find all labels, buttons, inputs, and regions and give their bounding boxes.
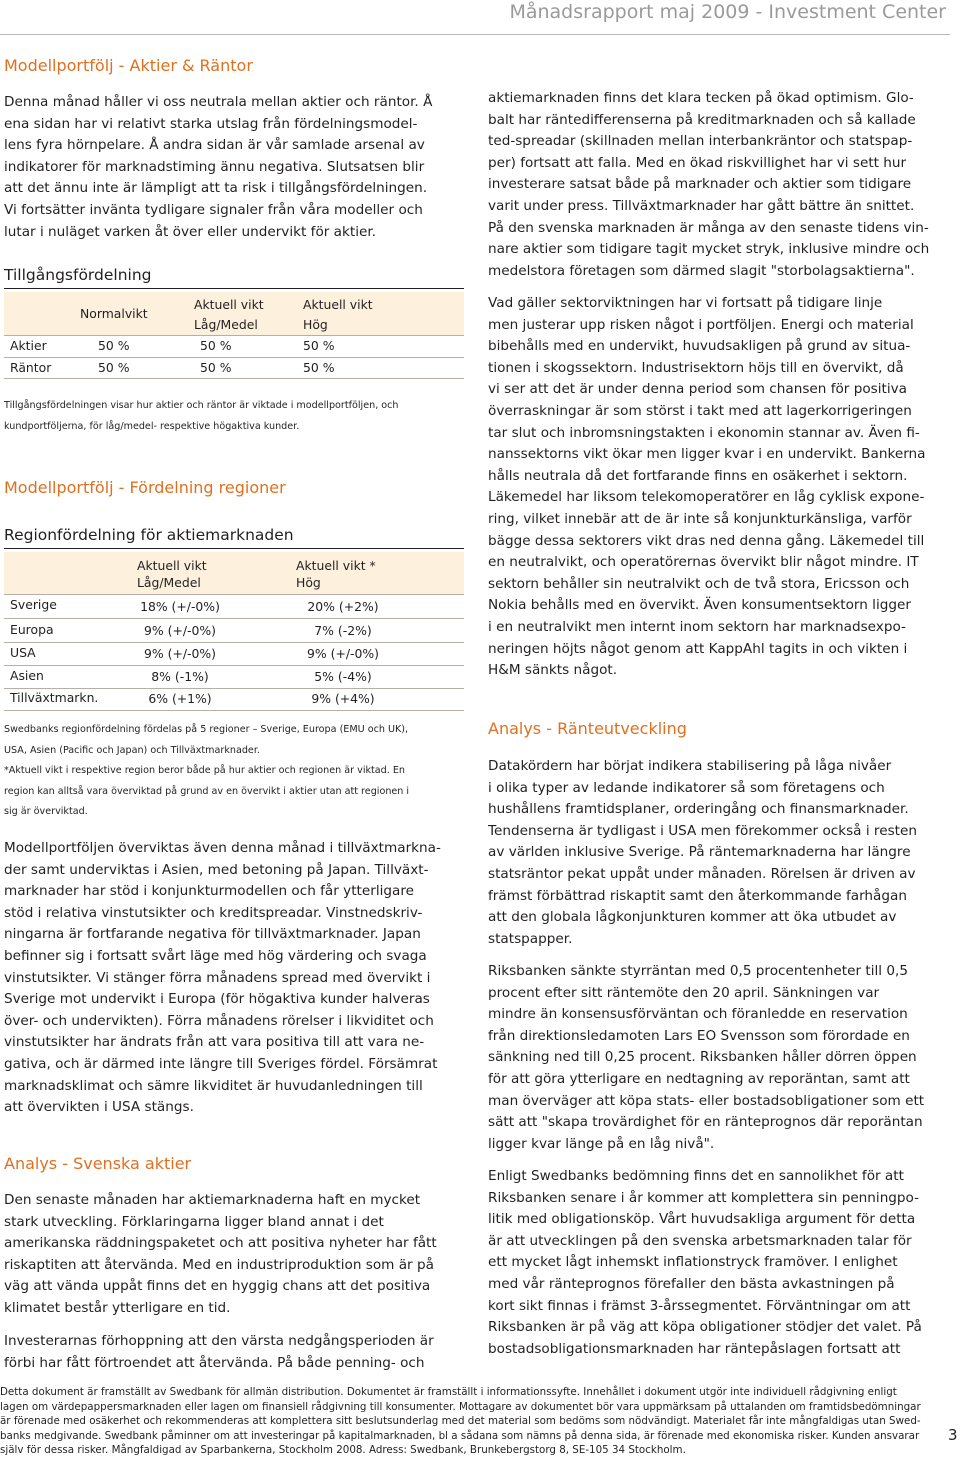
text-line: för att göra ytterligare en nedtagning av reporäntan, samt att <box>488 1070 910 1087</box>
text-line: Denna månad håller vi oss neutrala mellan aktier och räntor. Å <box>4 94 433 110</box>
row-label: Sverige <box>10 597 57 612</box>
swedish-stocks-paragraph-2 <box>4 1331 434 1374</box>
text-line: medelstora företagen som därmed slagit "storbolagsaktierna". <box>488 262 915 279</box>
text-line: Riksbanken senare i år kommer att komplettera sin penningpo- <box>488 1189 920 1206</box>
cell-normal: 50 % <box>98 360 130 375</box>
section-heading-interest-rates: Analys - Ränteutveckling <box>488 719 687 738</box>
text-line: Investerarnas förhoppning att den värsta nedgångsperioden är <box>4 1333 434 1349</box>
market-optimism-paragraph <box>488 88 929 282</box>
text-line: Swedbanks regionfördelning fördelas på 5 regioner – Sverige, Europa (EMU och UK), <box>4 724 409 735</box>
bond-purchases-paragraph <box>488 1166 922 1360</box>
text-line: litik med obligationsköp. Vårt huvudsakliga argument för detta <box>488 1211 916 1228</box>
text-line: Läkemedel har liksom telekomoperatörer en låg cyklisk expone- <box>488 489 925 506</box>
disclaimer-footer <box>0 1385 950 1458</box>
text-line: Riksbanken sänkte styrräntan med 0,5 procentenheter till 0,5 <box>488 963 908 979</box>
col-low-line1: Aktuell vikt <box>194 297 264 312</box>
table-row-divider <box>4 642 464 643</box>
text-line: ena sidan har vi relativt starka utslag från fördelningsmodel- <box>4 115 418 132</box>
cell-low: 18% (+/-0%) <box>140 599 220 614</box>
text-line: Den senaste månaden har aktiemarknaderna haft en mycket <box>4 1192 421 1208</box>
text-line: men justerar upp risken något i portföljen. Energi och material <box>488 316 914 333</box>
text-line: Modellportföljen överviktas även denna månad i tillväxtmarkna- <box>4 840 441 856</box>
text-line: förbi har fått förtroendet att återvända. På både penning- och <box>4 1354 425 1371</box>
text-line: lagen om värdepappersmarknaden eller lagen om finansiell rådgivning till konsumenter. Mottagare av dokumentet bör vara uppmärksam på uttalanden om framtidsbedömningar <box>0 1400 921 1413</box>
cell-low: 50 % <box>200 338 232 353</box>
table-header-band <box>4 552 464 594</box>
text-line: region kan alltså vara överviktad på grund av en övervikt i aktier utan att regionen i <box>4 785 410 797</box>
text-line: Vad gäller sektorviktningen har vi fortsatt på tidigare linje <box>488 295 883 311</box>
sector-weighting-paragraph <box>488 293 926 682</box>
row-label: Räntor <box>10 360 52 375</box>
text-line: ligger kvar länge på en låg nivå". <box>488 1135 715 1152</box>
text-line: klimatet består ytterligare en tid. <box>4 1299 231 1316</box>
text-line: att den globala lågkonjunkturen kommer att öka utbudet av <box>488 909 897 926</box>
col-low-line2: Låg/Medel <box>137 575 201 590</box>
text-line: hålls neutrala då det fortfarande finns en osäkerhet i sektorn. <box>488 467 908 484</box>
text-line: Riksbanken är på väg att köpa obligationer stödjer det valet. På <box>488 1319 922 1336</box>
col-high-line2: Hög <box>296 575 321 590</box>
page-number: 3 <box>948 1426 958 1444</box>
cell-high: 9% (+4%) <box>311 691 375 706</box>
text-line: bostadsobligationsmarknaden har räntepåslagen fortsatt att <box>488 1340 901 1357</box>
text-line: procent efter sitt räntemöte den 20 april. Sänkningen var <box>488 984 880 1001</box>
text-line: balt har räntedifferenserna på kreditmarknaden och så kallade <box>488 111 916 128</box>
text-line: Sverige mot undervikt i Europa (för högaktiva kunder halveras <box>4 991 430 1008</box>
text-line: vinstutsikter har ändrats från att vara positiva till att vara ne- <box>4 1034 425 1051</box>
cell-low: 9% (+/-0%) <box>144 646 216 661</box>
text-line: befinner sig i fortsatt svårt läge med hög värdering och svaga <box>4 947 427 964</box>
col-low-line2: Låg/Medel <box>194 317 258 332</box>
text-line: marknadsklimat och sämre likviditet är huvudanledningen till <box>4 1077 423 1094</box>
text-line: bibehålls med en undervikt, huvudsakligen på grund av situa- <box>488 338 911 355</box>
text-line: På den svenska marknaden är många av den senaste tidens vin- <box>488 219 929 236</box>
text-line: att det ännu inte är lämpligt att ta risk i tillgångsfördelningen. <box>4 180 428 197</box>
cell-high: 50 % <box>303 360 335 375</box>
interest-rates-paragraph-1 <box>488 756 917 950</box>
text-line: tar slut och inbromsningstakten i ekonomin stannar av. Även fi- <box>488 424 920 441</box>
text-line: vi ser att det är under denna period som chansen för positiva <box>488 381 908 398</box>
text-line: man överväger att köpa stats- eller bostadsobligationer som ett <box>488 1092 925 1109</box>
text-line: USA, Asien (Pacific och Japan) och Tillväxtmarknader. <box>4 744 260 756</box>
col-high-line1: Aktuell vikt * <box>296 558 376 573</box>
text-line: statsräntor pekat uppåt under månaden. Rörelsen är driven av <box>488 865 916 882</box>
text-line: gativa, och är därmed inte längre till Sveriges fördel. Försämrat <box>4 1055 438 1072</box>
text-line: banks medgivande. Swedbank påminner om att investeringar på kapitalmarknaden, bl a sådana som nämns på denna sida, är förenade med ekonomiska risker. Kunden ansvarar <box>0 1429 920 1442</box>
text-line: bägge dessa sektorers vikt dras ned denna gång. Läkemedel till <box>488 532 925 549</box>
text-line: i olika typer av ledande indikatorer så som företagens och <box>488 779 885 796</box>
cell-high: 5% (-4%) <box>314 669 372 684</box>
cell-high: 50 % <box>303 338 335 353</box>
riksbank-paragraph <box>488 961 924 1155</box>
col-high-line1: Aktuell vikt <box>303 297 373 312</box>
section-heading-regions: Modellportfölj - Fördelning regioner <box>4 478 286 497</box>
text-line: statspapper. <box>488 930 573 947</box>
col-low-line1: Aktuell vikt <box>137 558 207 573</box>
row-label: Asien <box>10 668 44 683</box>
text-line: der samt underviktas i Asien, med betoning på Japan. Tillväxt- <box>4 861 429 878</box>
text-line: Enligt Swedbanks bedömning finns det en sannolikhet för att <box>488 1168 904 1184</box>
text-line: H&M sänkts något. <box>488 662 618 679</box>
section-heading-model-portfolio: Modellportfölj - Aktier & Räntor <box>4 56 253 75</box>
text-line: i en neutralvikt men internt inom sektorn har marknadsexpo- <box>488 618 906 635</box>
cell-low: 6% (+1%) <box>148 691 212 706</box>
text-line: sektorn behåller sin neutralvikt och de två stora, Ericsson och <box>488 575 910 592</box>
text-line: tionen i skogssektorn. Industrisektorn höjs till en övervikt, då <box>488 359 904 376</box>
text-line: nare aktier som tidigare tagit mycket stryk, inklusive mindre och <box>488 241 930 258</box>
cell-high: 20% (+2%) <box>307 599 379 614</box>
swedish-stocks-paragraph-1 <box>4 1190 437 1320</box>
text-line: stöd i relativa vinstutsikter och kreditspreadar. Vinstnedskriv- <box>4 904 423 921</box>
report-title: Månadsrapport maj 2009 - Investment Center <box>509 1 946 23</box>
row-label: Tillväxtmarkn. <box>10 690 99 705</box>
text-line: Datakördern har börjat indikera stabilisering på låga nivåer <box>488 758 892 774</box>
row-label: Europa <box>10 622 54 637</box>
section-heading-swedish-stocks: Analys - Svenska aktier <box>4 1154 192 1173</box>
text-line: själv för dessa risker. Mångfaldigad av Sparbankerna, Stockholm 2008. Adress: Swedbank, Brunkebergstorg 8, SE-105 34 Stockholm. <box>0 1444 686 1456</box>
text-line: hushållens framtidsplaner, orderingång och finansmarknader. <box>488 801 909 818</box>
table-row-divider <box>4 710 464 711</box>
text-line: ring, vilket innebär att de är inte så konjunkturkänsliga, varför <box>488 510 912 527</box>
table-row-divider <box>4 594 464 595</box>
text-line: neringen höjts något genom att KappAhl tagits in och vikten i <box>488 640 908 657</box>
text-line: Vi fortsätter invänta tydligare signaler från våra modeller och <box>4 201 423 218</box>
text-line: Nokia behålls med en övervikt. Även konsumentsektorn ligger <box>488 597 911 614</box>
text-line: att övervikten i USA stängs. <box>4 1099 194 1116</box>
text-line: nanssektorns vikt ökar men ligger kvar i en undervikt. Bankerna <box>488 446 926 463</box>
text-line: mindre än konsensusförväntan och föranledde en reservation <box>488 1006 908 1023</box>
table-title-rule <box>4 288 464 289</box>
table-row-divider <box>4 357 464 358</box>
text-line: sig är överviktad. <box>4 806 88 817</box>
text-line: Tendenserna är tydligast i USA men förekommer också i resten <box>488 822 917 839</box>
cell-high: 9% (+/-0%) <box>307 646 379 661</box>
text-line: riskaptiten att återvända. Med en industriproduktion som är på <box>4 1256 434 1273</box>
table-row-divider <box>4 618 464 619</box>
cell-normal: 50 % <box>98 338 130 353</box>
row-label: USA <box>10 645 36 660</box>
text-line: varit under press. Tillväxtmarknader har gått bättre än snittet. <box>488 197 915 214</box>
text-line: främst förbättrad riskaptit samt den återkommande farhågan <box>488 887 907 904</box>
text-line: är att utvecklingen på den svenska arbetsmarknaden talar för <box>488 1232 912 1249</box>
text-line: över- och undervikten). Förra månadens rörelser i likviditet och <box>4 1012 434 1029</box>
cell-low: 8% (-1%) <box>151 669 209 684</box>
text-line: överraskningar är som störst i takt med att lagerkorrigeringen <box>488 402 912 419</box>
text-line: Tillgångsfördelningen visar hur aktier och räntor är viktade i modellportföljen, och <box>4 400 399 411</box>
region-allocation-title: Regionfördelning för aktiemarknaden <box>4 526 294 544</box>
table-title-rule <box>4 548 464 549</box>
table-row-divider <box>4 335 464 336</box>
text-line: Detta dokument är framställt av Swedbank för allmän distribution. Dokumentet är framställt i informationssyfte. Innehållet i dokument utgör inte individuell rådgivning enligt <box>0 1386 897 1398</box>
text-line: är förenade med osäkerhet och rekommenderas att komplettera sitt beslutsunderlag med det material som bedöms som nödvändigt. Materialet får inte mångfaldigas utan Swed- <box>0 1415 921 1427</box>
cell-high: 7% (-2%) <box>314 623 372 638</box>
text-line: sätt att "skapa trovärdighet för en ränteprognos där reporäntan <box>488 1114 923 1131</box>
text-line: lens fyra hörnpelare. Å andra sidan är vår samlade arsenal av <box>4 137 425 154</box>
text-line: aktiemarknaden finns det klara tecken på ökad optimism. Glo- <box>488 90 914 106</box>
text-line: indikatorer för marknadstiming ännu negativa. Slutsatsen blir <box>4 158 425 175</box>
text-line: från direktionsledamoten Lars EO Svensson som förordade en <box>488 1027 910 1044</box>
asset-allocation-title: Tillgångsfördelning <box>4 266 152 284</box>
region-body-paragraph <box>4 838 441 1119</box>
row-label: Aktier <box>10 338 47 353</box>
text-line: lutar i nuläget varken åt över eller undervikt för aktier. <box>4 223 377 240</box>
text-line: med vår ränteprognos förefaller den bästa avkastningen på <box>488 1275 895 1292</box>
text-line: väg att vända uppåt finns det en hyggig chans att det positiva <box>4 1278 431 1295</box>
col-normalvikt: Normalvikt <box>80 306 148 321</box>
text-line: investerare satsat både på marknader och aktier som tidigare <box>488 176 912 193</box>
col-high-line2: Hög <box>303 317 328 332</box>
text-line: marknader har stöd i konjunkturmodellen och får ytterligare <box>4 883 414 900</box>
intro-paragraph <box>4 92 432 243</box>
text-line: sänkning ned till 0,25 procent. Riksbanken håller dörren öppen <box>488 1049 917 1066</box>
text-line: av världen inklusive Sverige. På räntemarknaderna har längre <box>488 844 911 861</box>
cell-low: 9% (+/-0%) <box>144 623 216 638</box>
text-line: vinstutsikter. Vi stänger förra månadens spread med övervikt i <box>4 969 431 986</box>
text-line: ningarna är fortfarande negativa för tillväxtmarknader. Japan <box>4 926 421 943</box>
cell-low: 50 % <box>200 360 232 375</box>
text-line: per) fortsatt att falla. Med en ökad riskvillighet har vi sett hur <box>488 154 907 171</box>
table-row-divider <box>4 378 464 379</box>
asset-table-caption <box>4 396 399 437</box>
text-line: en neutralvikt, och operatörernas övervikt blir något mindre. IT <box>488 554 919 571</box>
text-line: amerikanska räddningspaketet och att positiva nyheter har fått <box>4 1235 437 1252</box>
table-row-divider <box>4 665 464 666</box>
header-divider <box>0 34 950 35</box>
text-line: kundportföljerna, för låg/medel- respektive högaktiva kunder. <box>4 420 300 432</box>
text-line: stark utveckling. Förklaringarna ligger bland annat i det <box>4 1213 384 1230</box>
text-line: ett mycket lågt inhemskt inflationstryck framöver. I enlighet <box>488 1254 898 1271</box>
region-table-caption <box>4 720 409 823</box>
text-line: *Aktuell vikt i respektive region beror både på hur aktier och regionen är viktad. En <box>4 765 406 776</box>
text-line: kort sikt finnas i främst 3-årssegmentet. Förväntningar om att <box>488 1297 911 1314</box>
text-line: ted-spreadar (skillnaden mellan interbankräntor och statspap- <box>488 133 913 150</box>
